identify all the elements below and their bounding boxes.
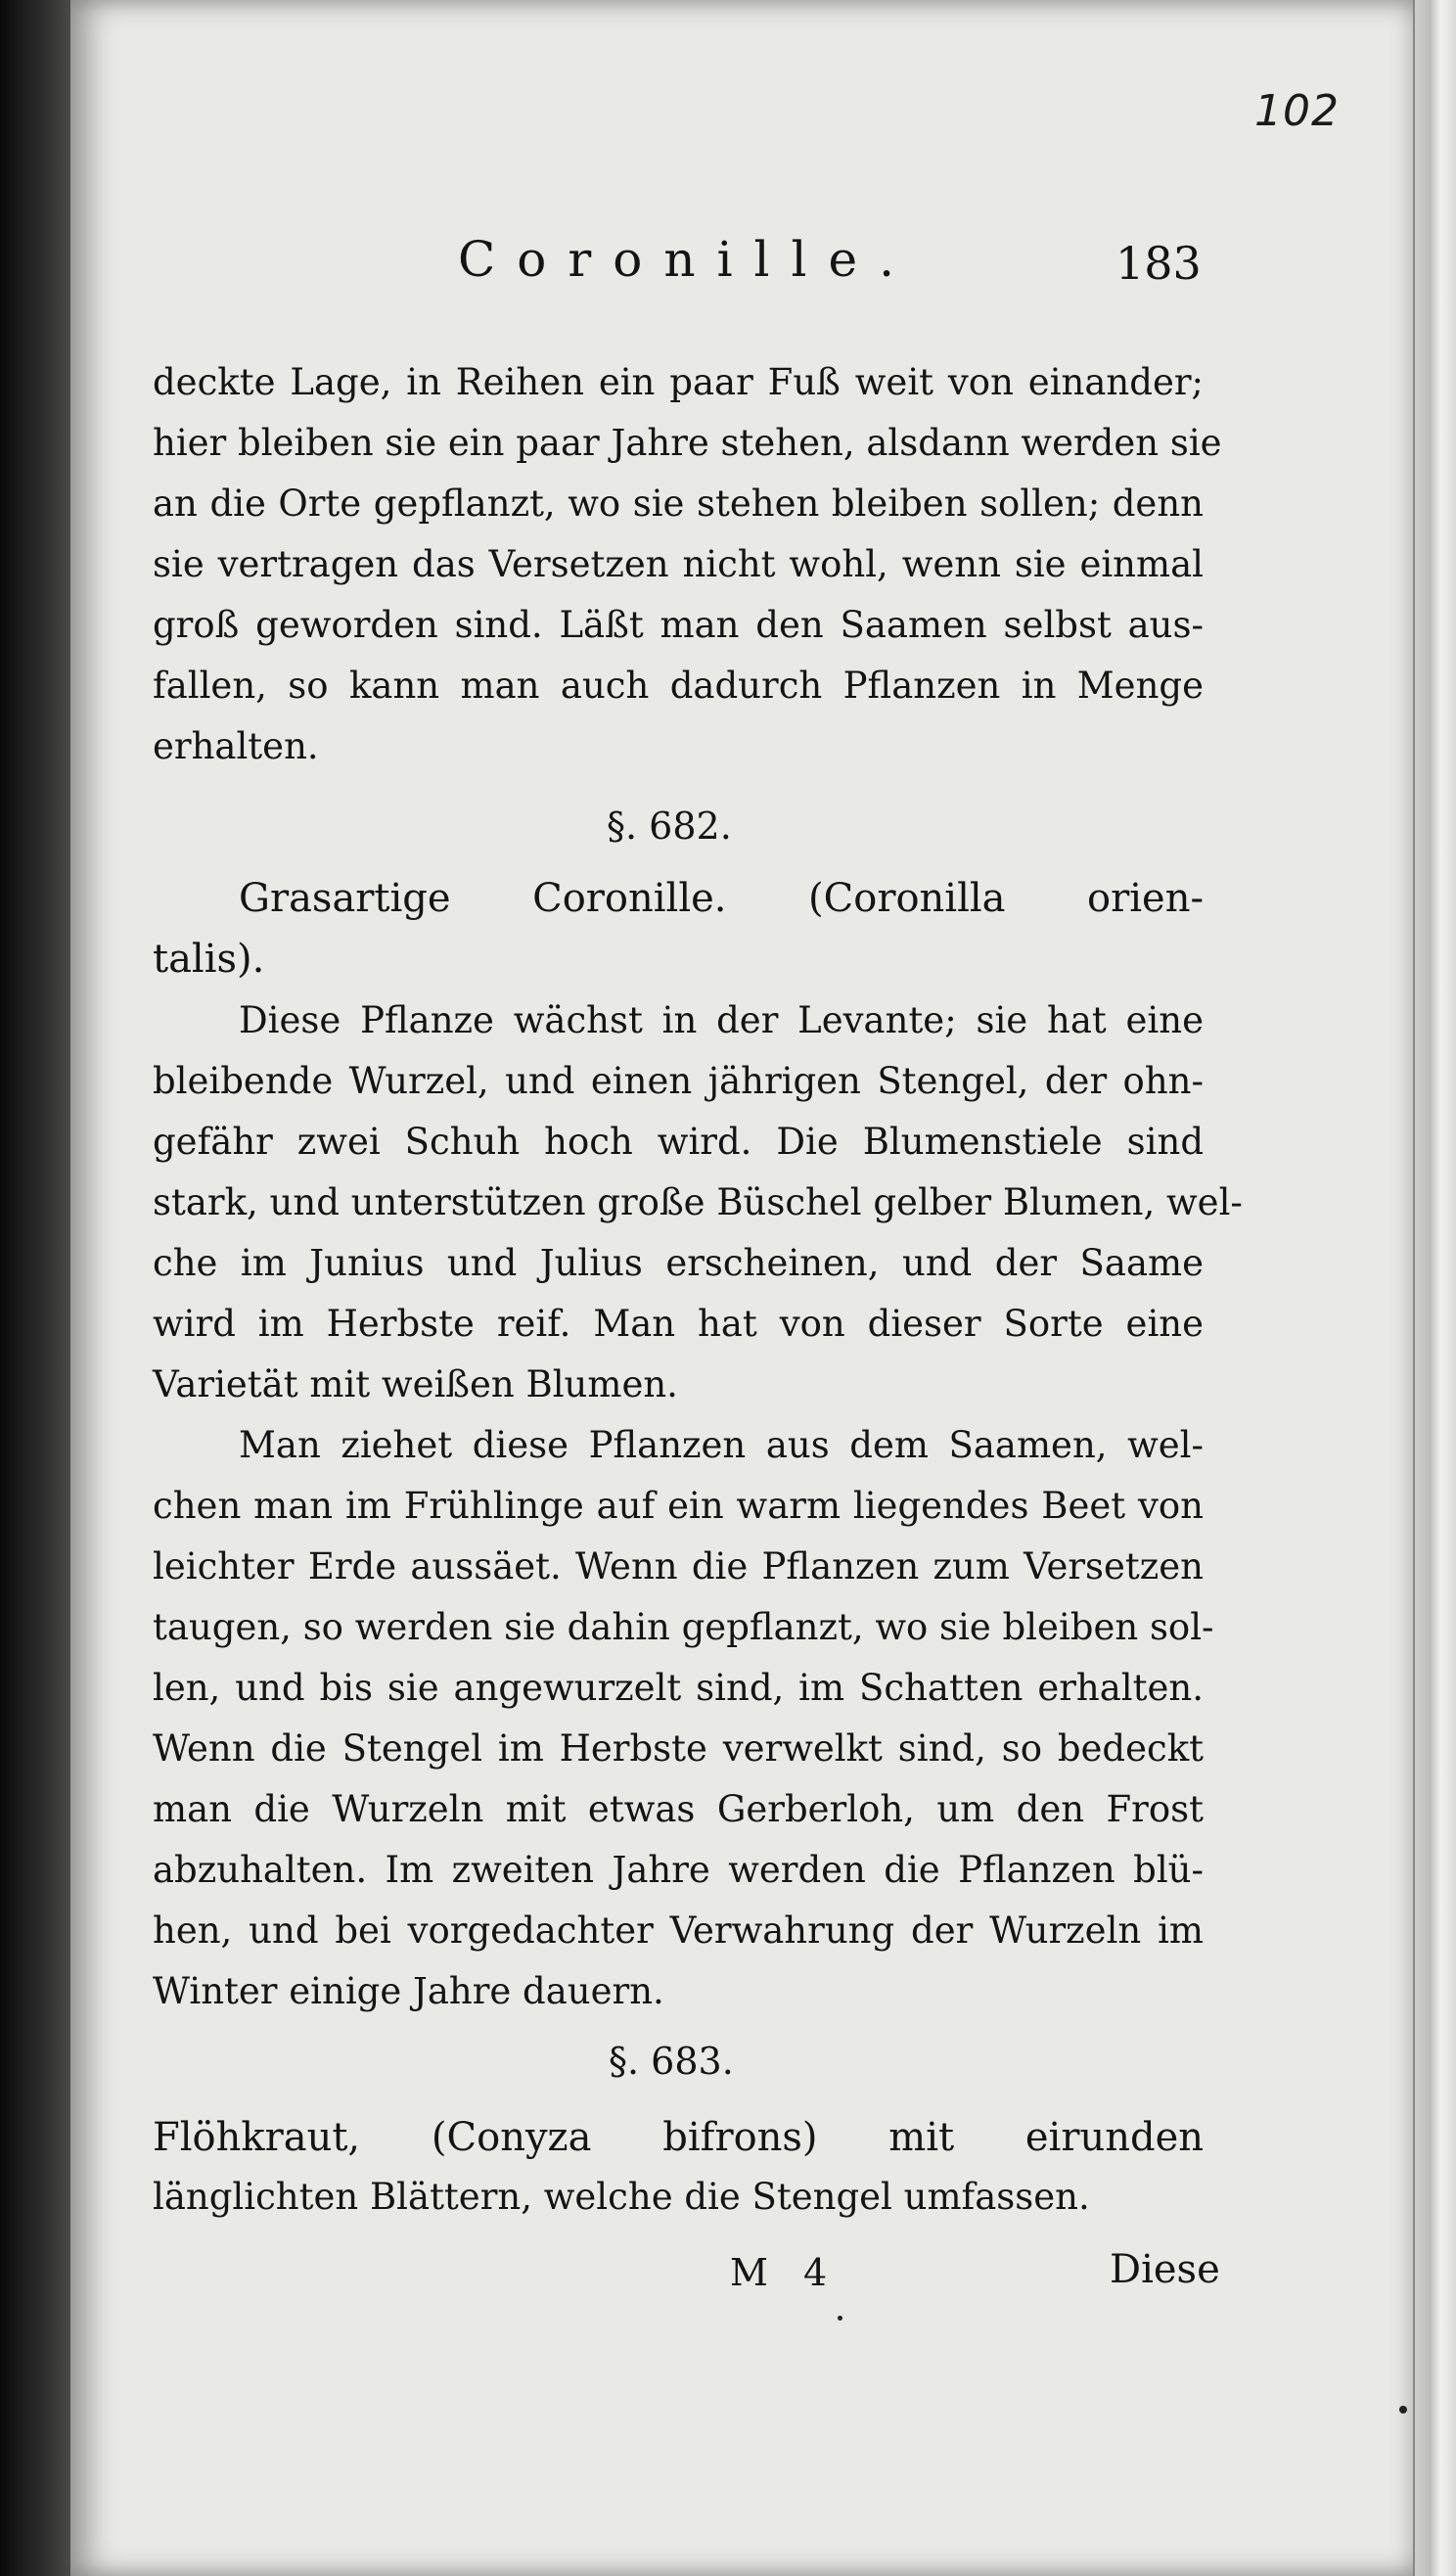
ink-speck: [838, 2316, 842, 2321]
text-line: chen man im Frühlinge auf ein warm liegendes Beet von: [153, 1485, 1204, 1527]
binding-shadow: [0, 0, 70, 2576]
running-title: Coronille.: [458, 231, 917, 288]
text-line: hen, und bei vorgedachter Verwahrung der Wurzeln im: [153, 1909, 1204, 1952]
text-line: leichter Erde aussäet. Wenn die Pflanzen zum Versetzen: [153, 1545, 1204, 1587]
text-line: Wenn die Stengel im Herbste verwelkt sind, so bedeckt: [153, 1727, 1204, 1770]
section-title-682-cont: talis).: [153, 937, 265, 982]
text-line: Winter einige Jahre dauern.: [153, 1970, 664, 2012]
text-line: sie vertragen das Versetzen nicht wohl, wenn sie einmal: [153, 543, 1204, 585]
text-line: an die Orte gepflanzt, wo sie stehen bleiben sollen; denn: [153, 483, 1204, 525]
text-line: bleibende Wurzel, und einen jährigen Stengel, der ohn-: [153, 1060, 1204, 1102]
signature-mark: M 4: [730, 2251, 840, 2294]
text-line: wird im Herbste reif. Man hat von dieser Sorte eine: [153, 1303, 1204, 1345]
catchword: Diese: [1110, 2247, 1220, 2292]
section-title-682: Grasartige Coronille. (Coronilla orien-: [239, 876, 1204, 921]
ink-speck: [1399, 2406, 1407, 2414]
text-line: che im Junius und Julius erscheinen, und der Saame: [153, 1242, 1204, 1284]
text-line: fallen, so kann man auch dadurch Pflanzen in Menge: [153, 665, 1204, 707]
text-line: man die Wurzeln mit etwas Gerberloh, um den Frost: [153, 1788, 1204, 1830]
text-line: stark, und unterstützen große Büschel gelber Blumen, wel-: [153, 1181, 1243, 1223]
text-line: Man ziehet diese Pflanzen aus dem Saamen, wel-: [239, 1424, 1204, 1466]
text-line: len, und bis sie angewurzelt sind, im Schatten erhalten.: [153, 1667, 1204, 1709]
section-title-683: Flöhkraut, (Conyza bifrons) mit eirunden: [153, 2115, 1204, 2160]
text-line: taugen, so werden sie dahin gepflanzt, wo sie bleiben sol-: [153, 1606, 1214, 1648]
text-line: länglichten Blättern, welche die Stengel umfassen.: [153, 2176, 1090, 2218]
text-line: hier bleiben sie ein paar Jahre stehen, alsdann werden sie: [153, 422, 1222, 464]
text-line: Diese Pflanze wächst in der Levante; sie hat eine: [239, 999, 1204, 1041]
text-line: gefähr zwei Schuh hoch wird. Die Blumenstiele sind: [153, 1121, 1204, 1163]
text-line: Varietät mit weißen Blumen.: [153, 1363, 678, 1405]
handwritten-folio-number: 102: [1254, 86, 1340, 136]
page-number: 183: [1115, 237, 1202, 290]
text-line: deckte Lage, in Reihen ein paar Fuß weit von einander;: [153, 361, 1204, 403]
section-heading-682: §. 682.: [607, 805, 732, 848]
text-line: abzuhalten. Im zweiten Jahre werden die Pflanzen blü-: [153, 1849, 1204, 1891]
section-heading-683: §. 683.: [609, 2040, 734, 2083]
text-line: erhalten.: [153, 725, 319, 767]
text-line: groß geworden sind. Läßt man den Saamen selbst aus-: [153, 604, 1204, 646]
page-edge: [1413, 0, 1456, 2576]
